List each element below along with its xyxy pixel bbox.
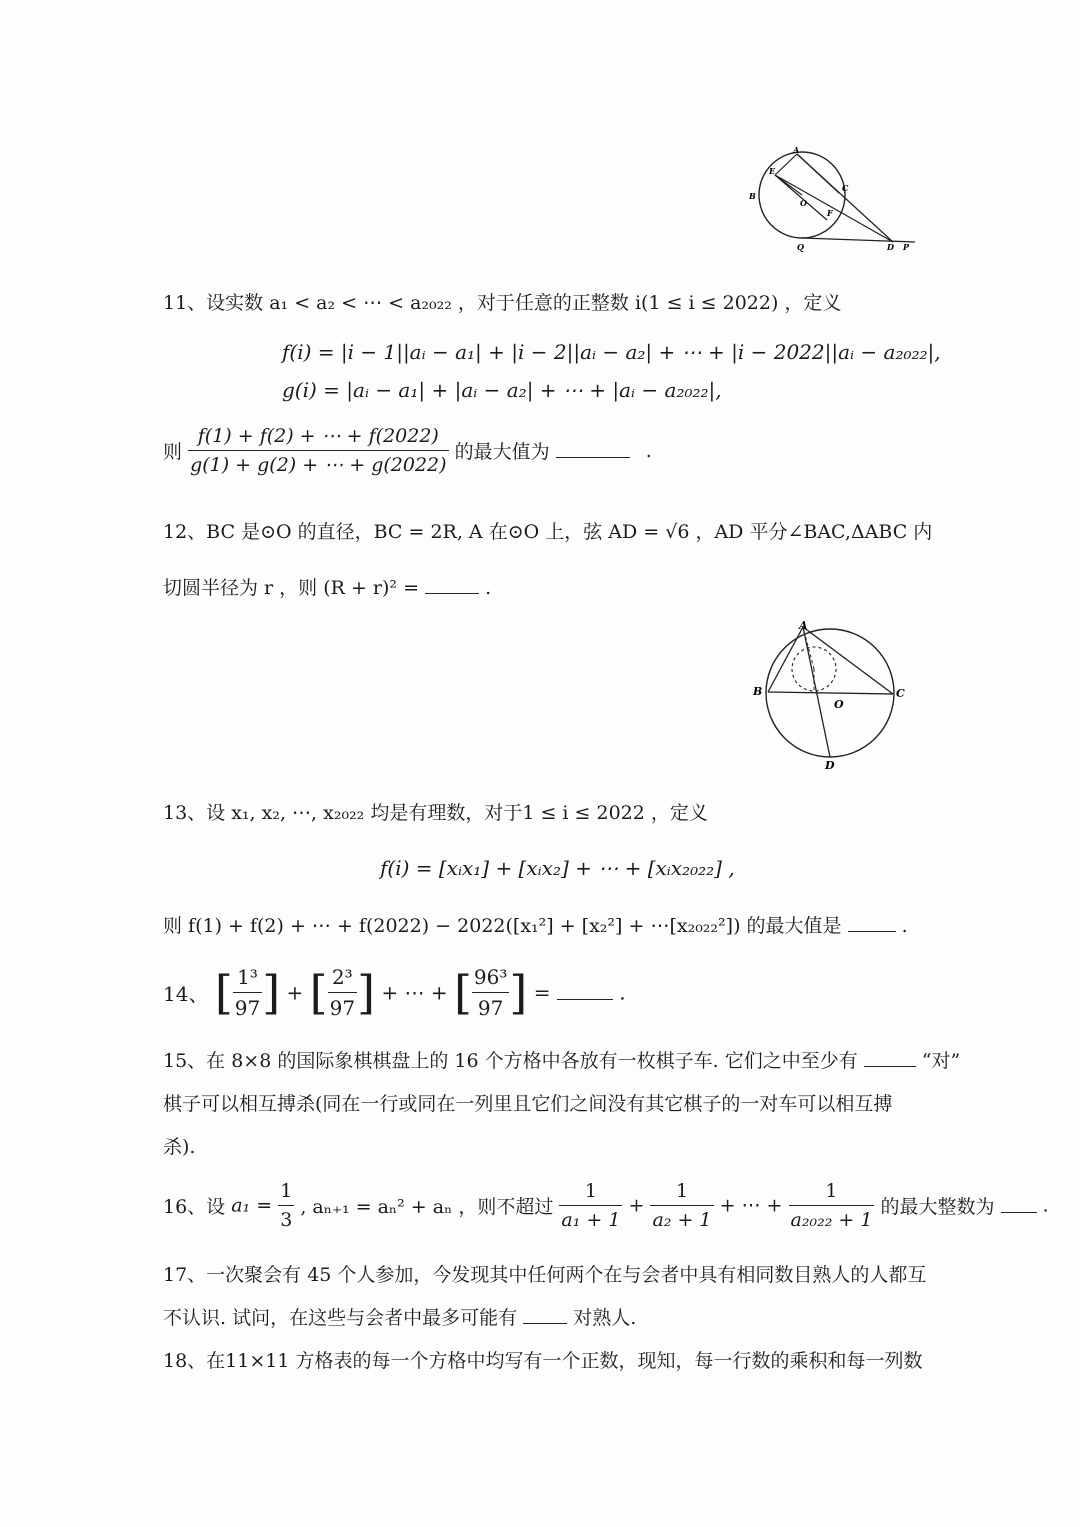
p11-numerator: f(1) + f(2) + ⋯ + f(2022) [188,425,449,451]
p11-answer-blank[interactable] [556,443,630,458]
p16-frac2-num: 1 [650,1180,713,1206]
fig1-label-b: B [749,191,756,201]
p13-answer-blank[interactable] [848,917,896,932]
fig1-label-p: P [903,242,910,252]
p11-fraction [188,425,449,476]
p11-g-definition: g(i) = |aᵢ − a₁| + |aᵢ − a₂| + ⋯ + |aᵢ − a₂₀₂₂|, [282,378,722,402]
p16-third-den: 3 [280,1209,293,1231]
p16-frac2-den: a₂ + 1 [652,1209,712,1231]
p14-term1-den: 97 [234,996,261,1020]
fig1-label-o: O [800,198,807,208]
p15-line1 [163,1046,960,1073]
p14-answer-blank[interactable] [557,985,613,1000]
p13-end: . [901,915,908,937]
fig1-label-e: E [769,166,776,176]
p14-term1 [233,965,262,1020]
p16-frac3-num: 1 [789,1180,875,1206]
fig1-label-q: Q [797,242,804,252]
p17-answer-blank[interactable] [523,1309,567,1324]
p12-answer-blank[interactable] [425,579,479,594]
p13-line3-text: 则 f(1) + f(2) + ⋯ + f(2022) − 2022([x₁²] + [x₂²] + ⋯[x₂₀₂₂²]) 的最大值是 [163,915,842,937]
fig1-label-d: D [887,242,894,252]
p15-line2: 棋子可以相互搏杀(同在一行或同在一列里且它们之间没有其它棋子的一对车可以相互搏 [163,1093,893,1115]
p16-plus: + [628,1194,645,1217]
p11-line1: 11、设实数 a₁ < a₂ < ⋯ < a₂₀₂₂ ，对于任意的正整数 i(1 ≤ i ≤ 2022) ，定义 [163,292,842,314]
p16-frac3 [789,1180,875,1231]
p14-term3-num: 96³ [472,965,509,993]
p17-line2b: 对熟人. [573,1307,637,1329]
p11-f-definition: f(i) = |i − 1||aᵢ − a₁| + |i − 2||aᵢ − a₂| + ⋯ + |i − 2022||aᵢ − a₂₀₂₂|, [282,340,941,364]
p18-line1: 18、在11×11 方格表的每一个方格中均写有一个正数，现知，每一行数的乘积和每一列数 [163,1350,923,1372]
fig2-label-o: O [834,698,844,711]
p13-f-definition: f(i) = [xᵢx₁] + [xᵢx₂] + ⋯ + [xᵢx₂₀₂₂] , [380,856,735,880]
p11-denominator: g(1) + g(2) + ⋯ + g(2022) [190,454,447,476]
p11-lead: 则 [163,441,183,463]
p16-line [163,1180,1049,1231]
fig1-label-f: F [827,208,833,218]
p16-dots: + ⋯ + [719,1194,783,1217]
p17-line2 [163,1303,636,1330]
p16-third-num: 1 [278,1180,294,1206]
p16-frac1-den: a₁ + 1 [561,1209,621,1231]
fig1-label-a: A [793,145,800,155]
p14-term2-num: 2³ [328,965,357,993]
p11-tail: 的最大值为 [454,441,550,463]
fig2-label-d: D [825,759,835,772]
p13-line1: 13、设 x₁, x₂, ⋯, x₂₀₂₂ 均是有理数，对于1 ≤ i ≤ 2022 ，定义 [163,802,708,824]
p14-term2 [328,965,357,1020]
p14-term2-den: 97 [329,996,356,1020]
fig2-label-c: C [896,687,905,700]
fig2-label-a: A [799,619,808,632]
p14-lead: 14、 [163,982,209,1006]
p14-term3 [472,965,509,1020]
p16-recurrence: , aₙ₊₁ = aₙ² + aₙ ，则不超过 [300,1196,554,1218]
p16-answer-blank[interactable] [1001,1198,1037,1213]
p16-end: . [1042,1194,1049,1217]
p16-frac1-num: 1 [559,1180,622,1206]
figure-circle-tangent [745,145,920,255]
p12-line2-text: 切圆半径为 r ，则 (R + r)² = [163,577,419,599]
figure-inscribed-circle [748,615,913,775]
fig2-label-b: B [753,685,763,698]
p15-line1a: 15、在 8×8 的国际象棋棋盘上的 16 个方格中各放有一枚棋子车. 它们之中至少有 [163,1050,858,1072]
tangent-line [802,238,915,242]
p14-dots: + ⋯ + [381,980,448,1005]
p14-plus: + [286,980,304,1005]
p14-line: 14、 [ $\frac{\text{1³}}{97}$ ] + [ $\frac{\text{2³}}{97}$ ] + ⋯ + [ $\frac{\text{96³}}{97}$ ] = . [163,965,626,1020]
p16-frac3-den: a₂₀₂₂ + 1 [790,1209,873,1231]
p14-term1-num: 1³ [233,965,262,993]
p11-line-ratio [163,425,652,476]
p12-line1: 12、BC 是⊙O 的直径，BC = 2R, A 在⊙O 上，弦 AD = √6 ，AD 平分∠BAC,ΔABC 内 [163,521,933,543]
p14-term3-den: 97 [477,996,504,1020]
p15-answer-blank[interactable] [864,1052,916,1067]
fig1-label-c: C [842,183,849,193]
p16-lead: 16、设 [163,1196,226,1218]
p16-a1: a₁ = [231,1194,273,1217]
p16-one-third [278,1180,294,1231]
p16-frac1 [559,1180,622,1231]
p16-frac2 [650,1180,713,1231]
p12-line2 [163,573,491,600]
p17-line2a: 不认识. 试问，在这些与会者中最多可能有 [163,1307,518,1329]
p14-eq: = [533,980,551,1005]
p14-end: . [619,980,626,1005]
p11-end: . [645,439,652,462]
p15-line3: 杀). [163,1136,196,1158]
p16-tail: 的最大整数为 [880,1196,995,1218]
p12-end: . [485,577,492,599]
p13-line3 [163,911,908,938]
p17-line1: 17、一次聚会有 45 个人参加，今发现其中任何两个在与会者中具有相同数目熟人的人都互 [163,1264,927,1286]
p15-line1b: “对” [921,1050,961,1072]
